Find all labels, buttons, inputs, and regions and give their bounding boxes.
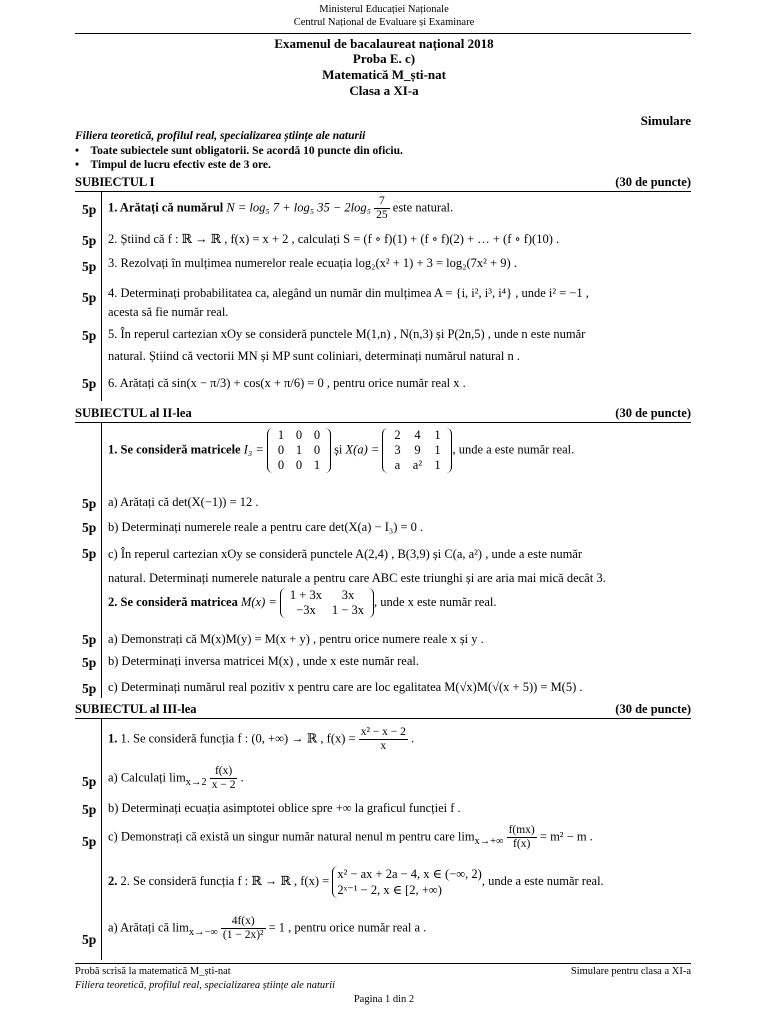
s1-q5: 5. În reperul cartezian xOy se consideră punctele M(1,n) , N(n,3) și P(2n,5) , unde n este număr <box>108 327 586 341</box>
rule-1: • Toate subiectele sunt obligatorii. Se acordă 10 puncte din oficiu. <box>75 145 403 157</box>
footer-left-2: Filiera teoretică, profilul real, specializarea științe ale naturii <box>75 980 336 991</box>
s2-q1b: b) Determinați numerele reale a pentru care det(X(a) − I₃) = 0 . <box>108 520 424 534</box>
matrix-cell: 1 − 3x <box>331 603 364 617</box>
matrix-cell: 0 <box>313 443 321 457</box>
matrix-cell: a² <box>412 458 423 472</box>
matrix-cell: 0 <box>277 458 285 472</box>
header-rule <box>75 33 691 34</box>
proba: Proba E. c) <box>352 51 416 66</box>
matrix-cell: −3x <box>296 603 316 617</box>
s2-title: SUBIECTUL al II-lea <box>75 406 192 420</box>
s1-q3: 3. Rezolvați în mulțimea numerelor reale ecuația log₂(x² + 1) + 3 = log₂(7x² + 9) . <box>108 256 517 270</box>
s2-q1c-l2: natural. Determinați numerele naturale a pentru care ABC este triunghi și are aria mai mică decât 3. <box>108 571 606 585</box>
footer-right: Simulare pentru clasa a XI-a <box>570 966 691 977</box>
matrix-cell: 1 <box>434 443 441 457</box>
matrix-cell: 1 + 3x <box>289 588 322 602</box>
s1-points: (30 de puncte) <box>615 175 691 189</box>
s1-q6: 6. Arătați că sin(x − π/3) + cos(x + π/6) = 0 , pentru orice număr real x . <box>108 376 466 390</box>
exam-title: Examenul de bacalaureat național 2018 <box>274 36 494 51</box>
pts: 5p <box>82 290 97 305</box>
s2-q1: 1. Se consideră matricele I₃ = 1 0 0 0 1 0 0 0 1 și X(a) = 2 4 1 3 9 1 a a² 1, unde a este număr real. <box>108 428 575 472</box>
s1-q2: 2. Știind că f : ℝ → ℝ , f(x) = x + 2 , calculați S = (f ∘ f)(1) + (f ∘ f)(2) + … + (f ∘ f)(10) . <box>108 232 560 246</box>
pts: 5p <box>82 233 97 248</box>
pts: 5p <box>82 328 97 343</box>
s1-title: SUBIECTUL I <box>75 175 155 189</box>
filiera: Filiera teoretică, profilul real, specializarea științe ale naturii <box>75 130 366 142</box>
matrix-i3 <box>267 428 331 473</box>
pts: 5p <box>82 655 97 670</box>
s3-q1c: c) Demonstrați că există un singur număr natural nenul m pentru care $\lim_{x\to+\infty}$ $\frac{f(mx)}{f(x)}$ = m² − m . <box>108 824 593 850</box>
matrix-cell: 1 <box>313 458 321 472</box>
matrix-m <box>280 588 374 618</box>
pts: 5p <box>82 520 97 535</box>
matrix-cell: 0 <box>313 428 321 442</box>
s3-title: SUBIECTUL al III-lea <box>75 702 197 716</box>
pts: 5p <box>82 496 97 511</box>
matrix-cell: 1 <box>434 428 441 442</box>
s2-points: (30 de puncte) <box>615 406 691 420</box>
ministry: Ministerul Educației Naționale <box>319 4 449 15</box>
matrix-cell: 0 <box>295 428 303 442</box>
clasa: Clasa a XI-a <box>349 83 419 98</box>
s2-q2: 2. Se consideră matricea M(x) = 1 + 3x 3x −3x 1 − 3x, unde x este număr real. <box>108 588 497 617</box>
pts: 5p <box>82 632 97 647</box>
s2-divider <box>101 422 102 698</box>
s3-points: (30 de puncte) <box>615 702 691 716</box>
s2-q2b: b) Determinați inversa matricei M(x) , unde x este număr real. <box>108 654 419 668</box>
matrix-cell: a <box>394 458 401 472</box>
s2-q1a: a) Arătați că det(X(−1)) = 12 . <box>108 495 259 509</box>
page-number: Pagina 1 din 2 <box>353 994 415 1005</box>
matrix-cell: 3x <box>341 588 355 602</box>
s1-q1: 1. Arătați că numărul N = log₅ 7 + log₅ 35 − 2log₅ $\frac{7}{25}$ este natural. <box>108 195 454 221</box>
s2-q2a: a) Demonstrați că M(x)M(y) = M(x + y) , pentru orice numere reale x și y . <box>108 632 484 646</box>
s2-q1c: c) În reperul cartezian xOy se consideră punctele A(2,4) , B(3,9) și C(a, a²) , unde a este număr <box>108 547 583 561</box>
matrix-cell: 9 <box>414 443 421 457</box>
s3-q1b: b) Determinați ecuația asimptotei oblice spre +∞ la graficul funcției f . <box>108 801 461 815</box>
rule-2: • Timpul de lucru efectiv este de 3 ore. <box>75 159 271 171</box>
s2-q2c: c) Determinați numărul real pozitiv x pentru care are loc egalitatea M(√x)M(√(x + 5)) = M(5) . <box>108 680 583 694</box>
matrix-cell: 1 <box>434 458 441 472</box>
matrix-cell: 0 <box>295 458 303 472</box>
matrix-cell: 4 <box>414 428 421 442</box>
matrix-cell: 0 <box>277 443 285 457</box>
pts: 5p <box>82 774 97 789</box>
pts: 5p <box>82 802 97 817</box>
s1-q4-l2: acesta să fie număr real. <box>108 305 229 319</box>
s1-divider <box>101 191 102 401</box>
matrix-xa <box>382 428 452 473</box>
s3-q2a: a) Arătați că $\lim_{x\to-\infty}$ $\frac{4f(x)}{\text{(1 − 2x)²}}$ = 1 , pentru orice număr real a . <box>108 915 427 941</box>
s1-q4: 4. Determinați probabilitatea ca, alegând un număr din mulțimea A = {i, i², i³, i⁴} , unde i² = −1 , <box>108 286 589 300</box>
s1-q5-l2: natural. Știind că vectorii MN și MP sunt coliniari, determinați numărul natural n . <box>108 349 520 363</box>
center: Centrul Național de Evaluare și Examinare <box>293 17 475 28</box>
s3-divider <box>101 718 102 960</box>
pts: 5p <box>82 376 97 391</box>
simulare: Simulare <box>640 113 691 128</box>
pts: 5p <box>82 259 97 274</box>
pts: 5p <box>82 834 97 849</box>
pts: 5p <box>82 546 97 561</box>
footer-left-1: Probă scrisă la matematică M_ști-nat <box>75 966 231 977</box>
s3-q1a: a) Calculați $\lim_{x\to 2}$ $\frac{f(x)}{x - 2}$ . <box>108 765 244 791</box>
pts: 5p <box>82 932 97 947</box>
matrix-cell: 1 <box>277 428 285 442</box>
matrix-cell: 3 <box>394 443 401 457</box>
pts: 5p <box>82 202 97 217</box>
s3-q1: 1. 1. Se consideră funcția f : (0, +∞) → ℝ , f(x) = $\frac{\text{x² − x − 2}}{x}$ . <box>108 726 415 752</box>
matrix-cell: 2 <box>394 428 401 442</box>
subject: Matematică M_ști-nat <box>322 67 446 82</box>
pts: 5p <box>82 681 97 696</box>
matrix-cell: 1 <box>295 443 303 457</box>
s3-q2: 2. 2. Se consideră funcția f : ℝ → ℝ , f(x) = x² − ax + 2a − 4, x ∈ (−∞, 2) 2ˣ⁻¹ − 2, x ∈ [2, +∞), unde a este număr real. <box>108 867 604 897</box>
